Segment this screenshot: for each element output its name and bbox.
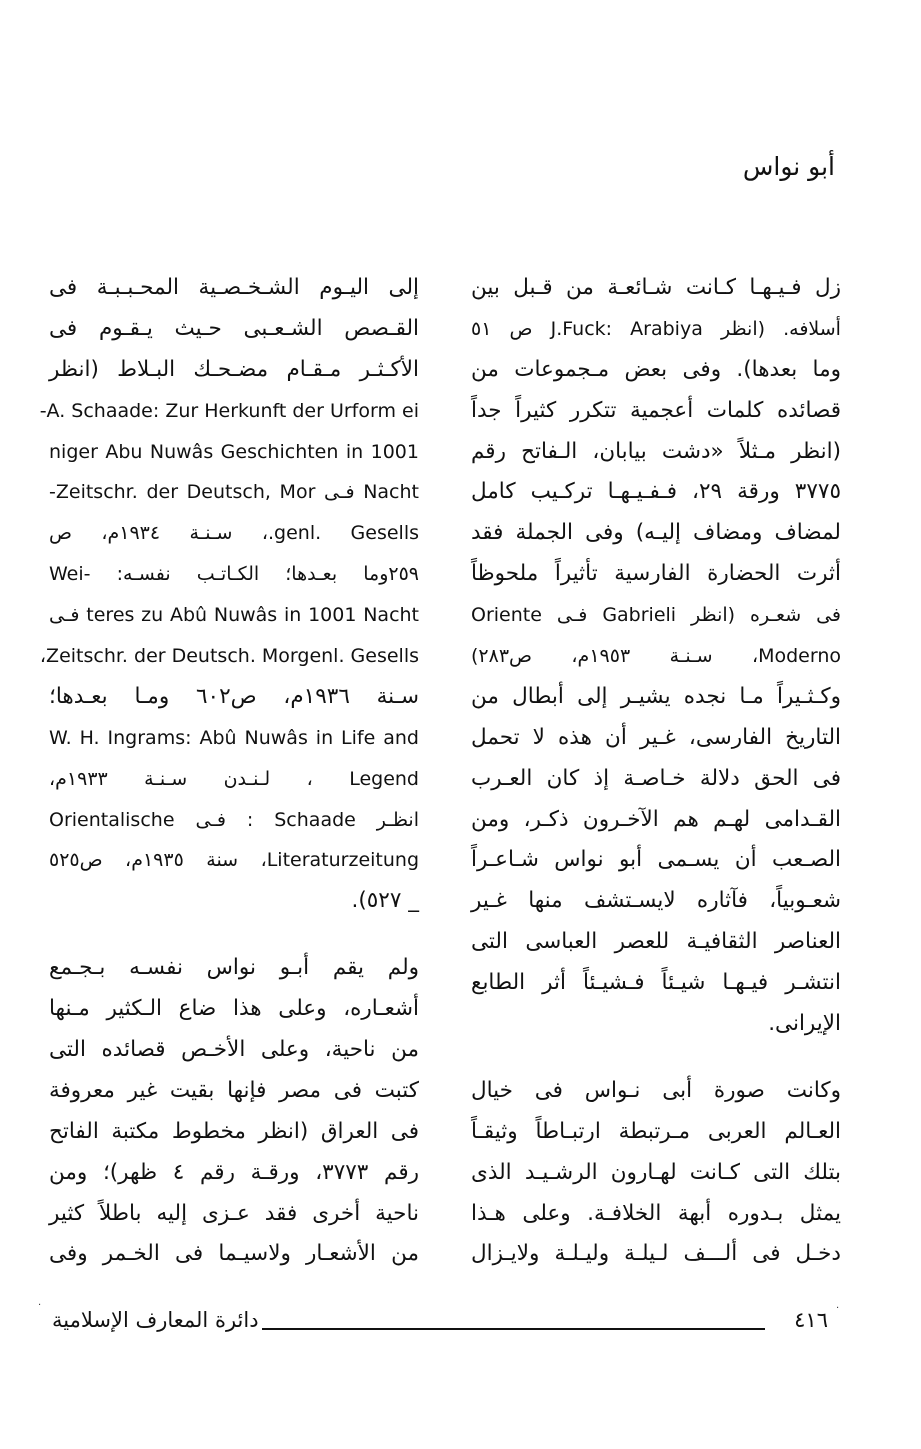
- text-line: ولم يقم أبـو نواس نفسـه بـجـمع: [49, 955, 419, 981]
- text-line: niger Abu Nuwâs Geschichten in 1001: [49, 440, 419, 463]
- paragraph: [39, 268, 420, 922]
- paragraph: [471, 268, 841, 1045]
- text-line: القـصص الشـعـبى حـيث يـقـوم فى: [49, 315, 419, 341]
- text-line: زل فـيـهـا كـانت شـائعـة من قـبل بين: [471, 275, 841, 300]
- text-line: من الأشعـار ولاسيـما فى الخـمر وفى: [49, 1241, 419, 1267]
- text-line: ٢٥٩وما بعـدها؛ الكـاتـب نفسـه: -Wei: [49, 563, 419, 586]
- text-line: انظـر Schaade : فـى Orientalische: [49, 808, 419, 831]
- paragraph: [49, 948, 419, 1275]
- text-line: يمثل بـدوره أبهة الخلافـة. وعلى هـذا: [471, 1200, 841, 1226]
- text-line: قصائده كلمات أعجمية تتكرر كثيراً جداً: [471, 397, 841, 423]
- text-line: الصـعب أن يسـمى أبو نواس شـاعـراً: [471, 847, 841, 873]
- scan-speck: ·: [38, 1300, 42, 1311]
- text-line: _ ٥٢٧).: [351, 888, 419, 914]
- text-line: teres zu Abû Nuwâs in 1001 Nacht فـى: [49, 604, 420, 627]
- text-line: Nacht فـى Zeitschr. der Deutsch, Mor-: [49, 481, 419, 504]
- running-title: أبو نواس: [742, 152, 835, 181]
- text-line: دخـل فى ألـــف لـيلـة وليـلـة ولايـزال: [471, 1241, 841, 1267]
- text-line: وما بعدها). وفى بعض مـجموعات من: [471, 356, 841, 382]
- text-line: Literaturzeitung، سنة ١٩٣٥م، ص٥٢٥: [49, 849, 419, 872]
- text-line: التاريخ الفارسى، غـير أن هذه لا تحمل: [471, 724, 841, 750]
- text-line: من ناحية، وعلى الأخـص قصائده التى: [49, 1037, 419, 1063]
- text-line: بتلك التى كـانت لهـارون الرشـيـد الذى: [471, 1159, 841, 1185]
- footer-encyclopedia-title: دائرة المعارف الإسلامية: [52, 1308, 259, 1332]
- text-line: انتشـر فيـهـا شيـئاً فـشيـئاً أثر الطابع: [471, 970, 841, 996]
- text-line: العـالم العربى مـرتبطة ارتبـاطاً وثيقـاً: [471, 1118, 841, 1144]
- text-line: القـدامى لهـم هم الآخـرون ذكـر، ومن: [471, 806, 841, 832]
- left-column: [39, 268, 420, 1275]
- right-column: [471, 268, 841, 1275]
- text-line: أسلافه. (انظر J.Fuck: Arabiya ص ٥١: [471, 317, 841, 340]
- text-line: W. H. Ingrams: Abû Nuwâs in Life and: [49, 726, 419, 749]
- text-line: العناصر الثقافيـة للعصر العباسى التى: [471, 929, 841, 955]
- text-line: Legend ، لـنـدن سـنـة ١٩٣٣م،: [49, 767, 419, 790]
- text-line: أشعـاره، وعلى هذا ضاع الـكثير مـنها: [49, 996, 419, 1022]
- text-line: وكـثـيراً مـا نجده يشيـر إلى أبطال من: [471, 683, 841, 709]
- text-line: فى الحق دلالة خـاصـة إذ كان العـرب: [471, 765, 841, 791]
- text-line: الأكـثـر مـقـام مضـحـك البـلاط (انظر: [49, 356, 419, 382]
- text-line: Moderno، سـنـة ١٩٥٣م، ص٢٨٣): [471, 645, 842, 668]
- text-line: لمضاف ومضاف إليـه) وفى الجملة فقد: [471, 520, 841, 546]
- text-line: وكانت صورة أبى نـواس فى خيال: [471, 1077, 841, 1103]
- text-line: إلى اليـوم الشـخـصـية المحـبـبـة فى: [49, 275, 419, 300]
- text-line: سـنة ١٩٣٦م، ص٦٠٢ ومـا بعـدها؛: [49, 683, 419, 709]
- text-line: الإيرانى.: [768, 1011, 841, 1037]
- text-line: شعـوبياً، فآثاره لايسـتشف منها غـير: [471, 888, 841, 914]
- scan-speck: ·: [836, 1303, 840, 1314]
- text-line: فى شعـره (انظر Gabrieli فـى Oriente: [471, 604, 841, 627]
- text-line: (انظر مـثلاً «دشت بيابان، الـفاتح رقم: [471, 438, 841, 464]
- text-line: أثرت الحضارة الفارسية تأثيراً ملحوظاً: [471, 561, 841, 587]
- text-line: Zeitschr. der Deutsch. Morgenl. Gesells،: [39, 645, 419, 668]
- page-number: ٤١٦: [794, 1308, 828, 1332]
- text-line: A. Schaade: Zur Herkunft der Urform ei-: [39, 399, 419, 422]
- footer-rule: [262, 1328, 765, 1330]
- text-line: ناحية أخرى فقد عـزى إليه باطلاً كثير: [49, 1200, 419, 1226]
- text-line: رقم ٣٧٧٣، ورقـة رقم ٤ ظهر)؛ ومن: [49, 1159, 419, 1185]
- text-line: genl. Gesells.، سـنـة ١٩٣٤م، ص: [49, 522, 419, 545]
- text-line: ٣٧٧٥ ورقة ٢٩، فـفـيـهـا تركـيب كامل: [471, 479, 841, 505]
- text-line: فى العراق (انظر مخطوط مكتبة الفاتح: [49, 1118, 419, 1144]
- paragraph: [471, 1071, 841, 1275]
- text-line: كتبت فى مصر فإنها بقيت غير معروفة: [49, 1077, 419, 1103]
